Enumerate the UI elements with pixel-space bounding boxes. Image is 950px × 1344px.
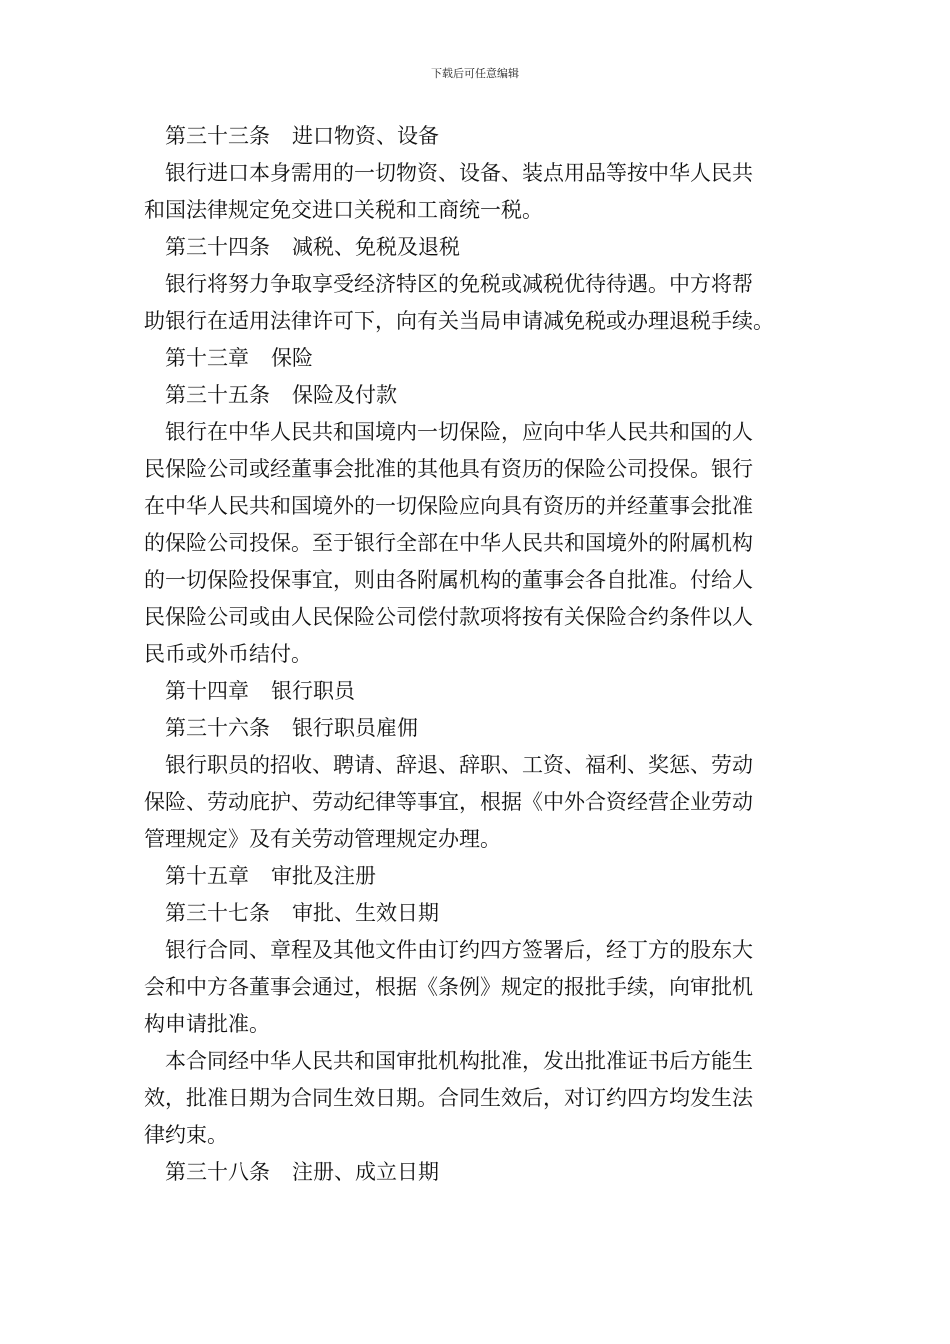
paragraph-line: 会和中方各董事会通过，根据《条例》规定的报批手续，向审批机 xyxy=(144,975,753,999)
paragraph-line: 银行将努力争取享受经济特区的免税或减税优待待遇。中方将帮 xyxy=(165,272,753,296)
chapter-number: 第十五章 xyxy=(165,864,249,888)
paragraph-line: 构申请批准。 xyxy=(144,1012,270,1036)
paragraph-line: 的一切保险投保事宜，则由各附属机构的董事会各自批准。付给人 xyxy=(144,568,753,592)
paragraph-line: 银行在中华人民共和国境内一切保险，应向中华人民共和国的人 xyxy=(165,420,753,444)
article-title: 审批、生效日期 xyxy=(292,901,439,925)
paragraph-line: 民保险公司或由人民保险公司偿付款项将按有关保险合约条件以人 xyxy=(144,605,753,629)
article-33-heading xyxy=(144,118,808,155)
article-number: 第三十四条 xyxy=(165,235,270,259)
chapter-title: 保险 xyxy=(271,346,313,370)
chapter-15-heading xyxy=(144,858,808,895)
paragraph-line: 银行职员的招收、聘请、辞退、辞职、工资、福利、奖惩、劳动 xyxy=(165,753,753,777)
article-number: 第三十五条 xyxy=(165,383,270,407)
chapter-title: 银行职员 xyxy=(271,679,355,703)
article-title: 银行职员雇佣 xyxy=(292,716,418,740)
paragraph-line: 管理规定》及有关劳动管理规定办理。 xyxy=(144,827,501,851)
chapter-title: 审批及注册 xyxy=(271,864,376,888)
paragraph-line: 民保险公司或经董事会批准的其他具有资历的保险公司投保。银行 xyxy=(144,457,753,481)
article-title: 保险及付款 xyxy=(292,383,397,407)
paragraph-line: 和国法律规定免交进口关税和工商统一税。 xyxy=(144,198,543,222)
article-35-heading xyxy=(144,377,808,414)
header-note: 下载后可任意编辑 xyxy=(431,67,519,80)
paragraph-line: 银行进口本身需用的一切物资、设备、装点用品等按中华人民共 xyxy=(165,161,753,185)
paragraph-line: 本合同经中华人民共和国审批机构批准，发出批准证书后方能生 xyxy=(165,1049,753,1073)
article-36-heading xyxy=(144,710,808,747)
paragraph-line: 银行合同、章程及其他文件由订约四方签署后，经丁方的股东大 xyxy=(165,938,753,962)
article-number: 第三十七条 xyxy=(165,901,270,925)
document-body xyxy=(144,118,808,1191)
article-title: 注册、成立日期 xyxy=(292,1160,439,1184)
chapter-number: 第十四章 xyxy=(165,679,249,703)
article-number: 第三十六条 xyxy=(165,716,270,740)
paragraph-line: 在中华人民共和国境外的一切保险应向具有资历的并经董事会批准 xyxy=(144,494,753,518)
paragraph-line: 的保险公司投保。至于银行全部在中华人民共和国境外的附属机构 xyxy=(144,531,753,555)
article-37-heading xyxy=(144,895,808,932)
article-34-heading xyxy=(144,229,808,266)
paragraph-line: 民币或外币结付。 xyxy=(144,642,312,666)
article-title: 进口物资、设备 xyxy=(292,124,439,148)
article-title: 减税、免税及退税 xyxy=(292,235,460,259)
paragraph-line: 保险、劳动庇护、劳动纪律等事宜，根据《中外合资经营企业劳动 xyxy=(144,790,753,814)
chapter-number: 第十三章 xyxy=(165,346,249,370)
article-38-heading xyxy=(144,1154,808,1191)
article-number: 第三十八条 xyxy=(165,1160,270,1184)
article-number: 第三十三条 xyxy=(165,124,270,148)
paragraph-line: 助银行在适用法律许可下，向有关当局申请减免税或办理退税手续。 xyxy=(144,309,774,333)
paragraph-line: 律约束。 xyxy=(144,1123,228,1147)
paragraph-line: 效，批准日期为合同生效日期。合同生效后，对订约四方均发生法 xyxy=(144,1086,753,1110)
chapter-13-heading xyxy=(144,340,808,377)
chapter-14-heading xyxy=(144,673,808,710)
